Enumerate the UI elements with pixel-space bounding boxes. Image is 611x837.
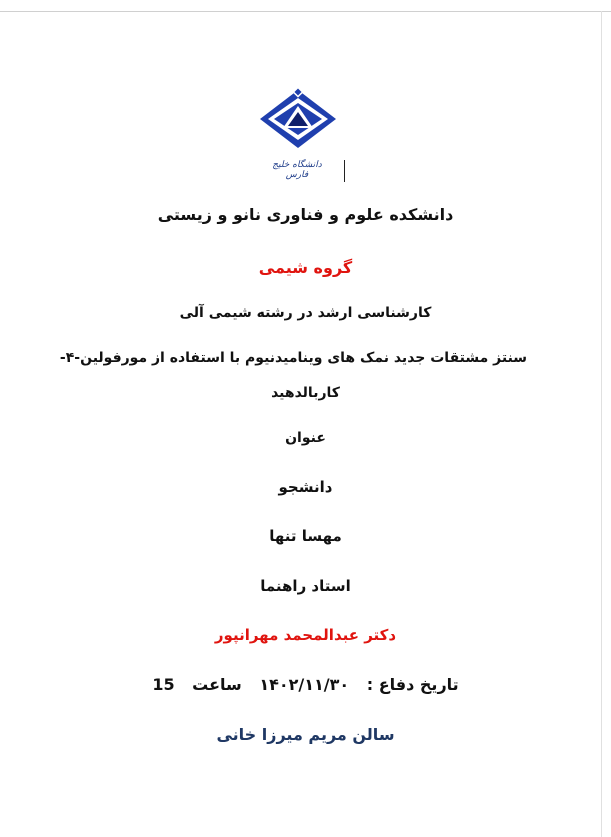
defense-date: ۱۴۰۲/۱۱/۳۰ — [259, 675, 350, 694]
degree-line: کارشناسی ارشد در رشته شیمی آلی — [179, 305, 432, 321]
advisor-label: استاد راهنما — [260, 577, 351, 595]
title-label: عنوان — [285, 430, 326, 446]
university-logo-icon — [258, 88, 338, 150]
defense-venue: سالن مریم میرزا خانی — [216, 725, 395, 744]
student-label: دانشجو — [278, 478, 333, 496]
department-name: گروه شیمی — [258, 258, 353, 277]
defense-time-label: ساعت — [192, 675, 242, 694]
top-divider — [0, 11, 611, 12]
faculty-name: دانشکده علوم و فناوری نانو و زیستی — [157, 205, 454, 224]
text-cursor — [344, 160, 345, 182]
student-name: مهسا تنها — [269, 527, 342, 545]
defense-time: 15 — [152, 675, 175, 694]
university-logo-caption: دانشگاه خلیج فارس — [272, 160, 322, 180]
advisor-name: دکتر عبدالمحمد مهرانپور — [214, 626, 397, 644]
defense-info — [0, 675, 611, 694]
thesis-title-line-1: سنتز مشتقات جدید نمک های ویناميدنيوم با استفاده از مورفولین-۴- — [59, 350, 528, 366]
right-page-edge — [601, 11, 602, 837]
thesis-title-line-2: کاربالدهید — [271, 385, 340, 401]
defense-date-label: تاریخ دفاع : — [366, 675, 459, 694]
